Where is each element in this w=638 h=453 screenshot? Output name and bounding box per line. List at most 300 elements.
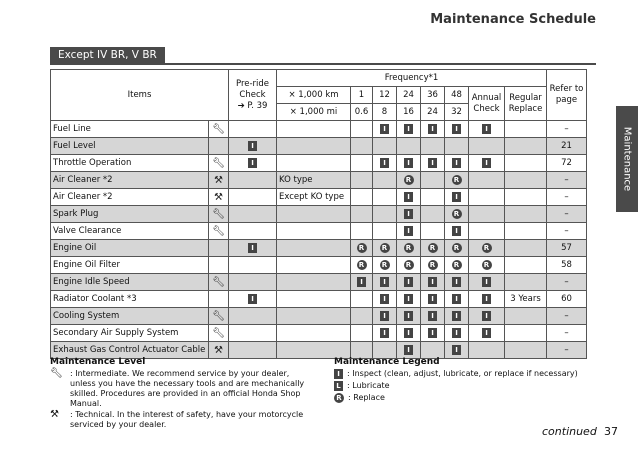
item-name: Spark Plug xyxy=(51,206,209,223)
frequency-cell xyxy=(397,257,421,274)
frequency-cell xyxy=(445,189,469,206)
item-name: Air Cleaner *2 xyxy=(51,189,209,206)
inspect-icon: I xyxy=(482,158,491,168)
inspect-icon: I xyxy=(404,328,413,338)
frequency-cell xyxy=(351,257,373,274)
item-name: Air Cleaner *2 xyxy=(51,172,209,189)
item-name: Throttle Operation xyxy=(51,155,209,172)
frequency-cell xyxy=(397,172,421,189)
continued-label: continued xyxy=(542,425,597,438)
regular-cell xyxy=(505,274,547,291)
inspect-icon: I xyxy=(404,192,413,202)
item-name: Cooling System xyxy=(51,308,209,325)
inspect-icon: I xyxy=(428,158,437,168)
inspect-icon: I xyxy=(482,277,491,287)
annual-cell xyxy=(469,342,505,359)
frequency-cell xyxy=(373,155,397,172)
annual-cell xyxy=(469,325,505,342)
regular-cell xyxy=(505,138,547,155)
replace-icon: R xyxy=(482,260,492,270)
inspect-icon: I xyxy=(482,328,491,338)
frequency-cell xyxy=(445,206,469,223)
note-cell xyxy=(277,257,351,274)
preride-cell xyxy=(229,308,277,325)
preride-cell xyxy=(229,121,277,138)
table-row xyxy=(51,206,587,223)
table-row xyxy=(51,325,587,342)
level-cell xyxy=(209,325,229,342)
table-row xyxy=(51,240,587,257)
header-annual xyxy=(469,87,505,121)
annual-cell xyxy=(469,291,505,308)
legend-inspect xyxy=(334,369,594,379)
frequency-cell xyxy=(421,274,445,291)
refer-cell: – xyxy=(547,342,587,359)
wrench-icon: 🔧︎ xyxy=(50,368,63,379)
inspect-icon: I xyxy=(428,294,437,304)
table-row xyxy=(51,155,587,172)
km-value: 36 xyxy=(421,87,445,104)
refer-cell: 72 xyxy=(547,155,587,172)
frequency-cell xyxy=(373,308,397,325)
legend-lubricate-text: : Lubricate xyxy=(347,381,390,390)
level-cell xyxy=(209,155,229,172)
note-cell xyxy=(277,274,351,291)
frequency-cell xyxy=(445,257,469,274)
annual-cell xyxy=(469,223,505,240)
item-name: Engine Idle Speed xyxy=(51,274,209,291)
inspect-icon: I xyxy=(428,311,437,321)
replace-icon: R xyxy=(428,260,438,270)
note-cell xyxy=(277,206,351,223)
frequency-cell xyxy=(421,138,445,155)
regular-cell: 3 Years xyxy=(505,291,547,308)
preride-cell xyxy=(229,325,277,342)
level-cell xyxy=(209,240,229,257)
regular-cell xyxy=(505,308,547,325)
preride-cell xyxy=(229,291,277,308)
frequency-cell xyxy=(373,138,397,155)
inspect-icon: I xyxy=(428,328,437,338)
frequency-cell xyxy=(445,155,469,172)
km-value: 24 xyxy=(397,87,421,104)
maintenance-legend-title: Maintenance Legend xyxy=(334,357,440,367)
inspect-icon: I xyxy=(380,277,389,287)
level-technical-text: : Technical. In the interest of safety, have your motorcycle serviced by your dealer. xyxy=(70,410,304,429)
inspect-icon: I xyxy=(380,311,389,321)
header-annual-line1: Annual xyxy=(471,92,502,103)
inspect-icon: I xyxy=(357,277,366,287)
frequency-cell xyxy=(351,172,373,189)
regular-cell xyxy=(505,240,547,257)
inspect-icon: I xyxy=(404,294,413,304)
frequency-cell xyxy=(421,240,445,257)
inspect-icon: I xyxy=(452,124,461,134)
level-intermediate-text: : Intermediate. We recommend service by your dealer, unless you have the necessary tools and are mechanically skilled. Procedures are provided in an official Honda Shop Manual. xyxy=(70,369,305,408)
header-refer-line2: page xyxy=(555,95,578,105)
level-cell xyxy=(209,121,229,138)
replace-icon: R xyxy=(482,243,492,253)
preride-cell xyxy=(229,257,277,274)
inspect-icon: I xyxy=(380,328,389,338)
lubricate-icon: L xyxy=(334,381,343,391)
replace-icon: R xyxy=(357,260,367,270)
frequency-cell xyxy=(351,189,373,206)
inspect-icon: I xyxy=(452,294,461,304)
annual-cell xyxy=(469,206,505,223)
table-body xyxy=(51,121,587,359)
wrench-icon: 🔧︎ xyxy=(212,327,225,339)
section-tag: Except IV BR, V BR xyxy=(50,47,165,63)
inspect-icon: I xyxy=(404,311,413,321)
refer-cell: – xyxy=(547,206,587,223)
legend-inspect-text: : Inspect (clean, adjust, lubricate, or replace if necessary) xyxy=(347,369,578,378)
refer-cell: 21 xyxy=(547,138,587,155)
item-name: Radiator Coolant *3 xyxy=(51,291,209,308)
regular-cell xyxy=(505,172,547,189)
frequency-cell xyxy=(397,291,421,308)
replace-icon: R xyxy=(404,260,414,270)
inspect-icon: I xyxy=(452,158,461,168)
regular-cell xyxy=(505,325,547,342)
frequency-cell xyxy=(397,138,421,155)
frequency-cell xyxy=(373,172,397,189)
refer-cell: – xyxy=(547,172,587,189)
regular-cell xyxy=(505,342,547,359)
level-cell xyxy=(209,206,229,223)
frequency-cell xyxy=(373,223,397,240)
frequency-cell xyxy=(351,155,373,172)
frequency-cell xyxy=(397,121,421,138)
table-row xyxy=(51,172,587,189)
inspect-icon: I xyxy=(380,158,389,168)
header-preride-line2: Check xyxy=(239,89,266,100)
replace-icon: R xyxy=(334,393,344,403)
page-title: Maintenance Schedule xyxy=(430,12,596,27)
frequency-cell xyxy=(445,308,469,325)
inspect-icon: I xyxy=(248,294,257,304)
level-cell xyxy=(209,223,229,240)
inspect-icon: I xyxy=(248,141,257,151)
header-items: Items xyxy=(51,70,229,121)
frequency-cell xyxy=(421,189,445,206)
km-value: 48 xyxy=(445,87,469,104)
table-row xyxy=(51,189,587,206)
crossed-tools-icon: ⚒ xyxy=(214,191,223,203)
mi-value: 0.6 xyxy=(351,104,373,121)
preride-cell xyxy=(229,223,277,240)
crossed-tools-icon: ⚒ xyxy=(50,409,59,420)
frequency-cell xyxy=(445,223,469,240)
maintenance-level xyxy=(50,357,312,431)
table-row xyxy=(51,274,587,291)
inspect-icon: I xyxy=(452,226,461,236)
note-cell xyxy=(277,240,351,257)
note-cell xyxy=(277,223,351,240)
header-preride-line1: Pre-ride xyxy=(235,78,270,89)
inspect-icon: I xyxy=(482,311,491,321)
annual-cell xyxy=(469,189,505,206)
frequency-cell xyxy=(445,274,469,291)
frequency-cell xyxy=(421,308,445,325)
frequency-cell xyxy=(351,274,373,291)
note-cell xyxy=(277,121,351,138)
frequency-cell xyxy=(421,121,445,138)
inspect-icon: I xyxy=(380,124,389,134)
frequency-cell xyxy=(351,342,373,359)
inspect-icon: I xyxy=(452,192,461,202)
table-row xyxy=(51,342,587,359)
regular-cell xyxy=(505,121,547,138)
table-row xyxy=(51,291,587,308)
replace-icon: R xyxy=(357,243,367,253)
preride-cell xyxy=(229,206,277,223)
mi-value: 8 xyxy=(373,104,397,121)
frequency-cell xyxy=(373,274,397,291)
frequency-cell xyxy=(445,325,469,342)
refer-cell: 60 xyxy=(547,291,587,308)
frequency-cell xyxy=(373,206,397,223)
annual-cell xyxy=(469,155,505,172)
inspect-icon: I xyxy=(404,226,413,236)
inspect-icon: I xyxy=(404,209,413,219)
regular-cell xyxy=(505,189,547,206)
inspect-icon: I xyxy=(428,124,437,134)
refer-cell: – xyxy=(547,189,587,206)
frequency-cell xyxy=(397,206,421,223)
header-preride xyxy=(229,70,277,121)
note-cell xyxy=(277,308,351,325)
table-row xyxy=(51,121,587,138)
frequency-cell xyxy=(351,121,373,138)
header-annual-line2: Check xyxy=(473,103,500,114)
frequency-cell xyxy=(351,325,373,342)
regular-cell xyxy=(505,223,547,240)
replace-icon: R xyxy=(380,260,390,270)
level-technical xyxy=(50,410,312,430)
km-value: 1 xyxy=(351,87,373,104)
annual-cell xyxy=(469,138,505,155)
frequency-cell xyxy=(445,121,469,138)
frequency-cell xyxy=(397,274,421,291)
legend-replace-text: : Replace xyxy=(348,393,385,402)
preride-cell xyxy=(229,189,277,206)
level-cell xyxy=(209,257,229,274)
annual-cell xyxy=(469,172,505,189)
frequency-cell xyxy=(397,342,421,359)
refer-cell: – xyxy=(547,325,587,342)
inspect-icon: I xyxy=(248,158,257,168)
replace-icon: R xyxy=(452,243,462,253)
frequency-cell xyxy=(421,206,445,223)
inspect-icon: I xyxy=(404,158,413,168)
replace-icon: R xyxy=(404,175,414,185)
mi-value: 16 xyxy=(397,104,421,121)
frequency-cell xyxy=(397,325,421,342)
replace-icon: R xyxy=(380,243,390,253)
annual-cell xyxy=(469,257,505,274)
annual-cell xyxy=(469,274,505,291)
inspect-icon: I xyxy=(380,294,389,304)
frequency-cell xyxy=(397,308,421,325)
frequency-cell xyxy=(397,240,421,257)
wrench-icon: 🔧︎ xyxy=(212,123,225,135)
refer-cell: – xyxy=(547,121,587,138)
item-name: Exhaust Gas Control Actuator Cable xyxy=(51,342,209,359)
frequency-cell xyxy=(421,325,445,342)
side-tab xyxy=(616,106,638,212)
inspect-icon: I xyxy=(482,294,491,304)
frequency-cell xyxy=(373,257,397,274)
preride-cell xyxy=(229,274,277,291)
inspect-icon: I xyxy=(428,277,437,287)
mi-value: 24 xyxy=(421,104,445,121)
item-name: Fuel Line xyxy=(51,121,209,138)
refer-cell: – xyxy=(547,274,587,291)
inspect-icon: I xyxy=(404,124,413,134)
frequency-cell xyxy=(421,155,445,172)
inspect-icon: I xyxy=(452,311,461,321)
refer-cell: – xyxy=(547,223,587,240)
item-name: Valve Clearance xyxy=(51,223,209,240)
item-name: Engine Oil xyxy=(51,240,209,257)
section-divider xyxy=(50,63,596,65)
annual-cell xyxy=(469,308,505,325)
level-cell xyxy=(209,274,229,291)
frequency-cell xyxy=(445,342,469,359)
inspect-icon: I xyxy=(452,328,461,338)
table-row xyxy=(51,308,587,325)
wrench-icon: 🔧︎ xyxy=(212,276,225,288)
header-mi: × 1,000 mi xyxy=(277,104,351,121)
frequency-cell xyxy=(373,121,397,138)
page-number: 37 xyxy=(604,425,618,438)
note-cell: KO type xyxy=(277,172,351,189)
replace-icon: R xyxy=(452,260,462,270)
preride-cell xyxy=(229,240,277,257)
frequency-cell xyxy=(373,189,397,206)
level-cell xyxy=(209,172,229,189)
wrench-icon: 🔧︎ xyxy=(212,310,225,322)
wrench-icon: 🔧︎ xyxy=(212,157,225,169)
frequency-cell xyxy=(397,223,421,240)
header-km: × 1,000 km xyxy=(277,87,351,104)
note-cell xyxy=(277,325,351,342)
annual-cell xyxy=(469,240,505,257)
frequency-cell xyxy=(351,138,373,155)
maintenance-level-title: Maintenance Level xyxy=(50,357,146,367)
level-intermediate xyxy=(50,369,312,409)
header-frequency: Frequency*1 xyxy=(277,70,547,87)
maintenance-table xyxy=(50,69,587,359)
inspect-icon: I xyxy=(334,369,343,379)
note-cell xyxy=(277,291,351,308)
frequency-cell xyxy=(445,138,469,155)
level-cell xyxy=(209,291,229,308)
header-regular-line2: Replace xyxy=(508,103,543,114)
frequency-cell xyxy=(445,291,469,308)
item-name: Fuel Level xyxy=(51,138,209,155)
refer-cell: 58 xyxy=(547,257,587,274)
frequency-cell xyxy=(397,189,421,206)
replace-icon: R xyxy=(452,175,462,185)
regular-cell xyxy=(505,155,547,172)
header-preride-ref: ➔ P. 39 xyxy=(237,100,268,111)
inspect-icon: I xyxy=(482,124,491,134)
mi-value: 32 xyxy=(445,104,469,121)
km-value: 12 xyxy=(373,87,397,104)
inspect-icon: I xyxy=(404,345,413,355)
header-refer-line1: Refer to xyxy=(549,84,584,94)
replace-icon: R xyxy=(428,243,438,253)
maintenance-legend xyxy=(334,357,594,405)
header-regular-line1: Regular xyxy=(509,92,542,103)
frequency-cell xyxy=(397,155,421,172)
inspect-icon: I xyxy=(452,277,461,287)
frequency-cell xyxy=(373,325,397,342)
note-cell xyxy=(277,155,351,172)
level-cell xyxy=(209,308,229,325)
inspect-icon: I xyxy=(404,277,413,287)
wrench-icon: 🔧︎ xyxy=(212,208,225,220)
header-refer xyxy=(547,70,587,121)
level-cell xyxy=(209,189,229,206)
frequency-cell xyxy=(373,291,397,308)
table-row xyxy=(51,138,587,155)
preride-cell xyxy=(229,155,277,172)
frequency-cell xyxy=(351,308,373,325)
refer-cell: – xyxy=(547,308,587,325)
frequency-cell xyxy=(373,342,397,359)
inspect-icon: I xyxy=(452,345,461,355)
note-cell xyxy=(277,342,351,359)
side-tab-label: Maintenance xyxy=(621,126,633,192)
legend-replace xyxy=(334,393,594,403)
regular-cell xyxy=(505,206,547,223)
preride-cell xyxy=(229,138,277,155)
frequency-cell xyxy=(421,257,445,274)
annual-cell xyxy=(469,121,505,138)
table-row xyxy=(51,257,587,274)
table-row xyxy=(51,223,587,240)
frequency-cell xyxy=(445,172,469,189)
regular-cell xyxy=(505,257,547,274)
frequency-cell xyxy=(373,240,397,257)
note-cell xyxy=(277,138,351,155)
level-cell xyxy=(209,138,229,155)
note-cell: Except KO type xyxy=(277,189,351,206)
inspect-icon: I xyxy=(248,243,257,253)
frequency-cell xyxy=(421,342,445,359)
preride-cell xyxy=(229,342,277,359)
crossed-tools-icon: ⚒ xyxy=(214,174,223,186)
preride-cell xyxy=(229,172,277,189)
item-name: Engine Oil Filter xyxy=(51,257,209,274)
frequency-cell xyxy=(351,240,373,257)
wrench-icon: 🔧︎ xyxy=(212,225,225,237)
frequency-cell xyxy=(421,223,445,240)
replace-icon: R xyxy=(452,209,462,219)
refer-cell: 57 xyxy=(547,240,587,257)
frequency-cell xyxy=(445,240,469,257)
legend-lubricate xyxy=(334,381,594,391)
replace-icon: R xyxy=(404,243,414,253)
level-cell xyxy=(209,342,229,359)
frequency-cell xyxy=(351,223,373,240)
frequency-cell xyxy=(351,206,373,223)
crossed-tools-icon: ⚒ xyxy=(214,344,223,356)
frequency-cell xyxy=(351,291,373,308)
